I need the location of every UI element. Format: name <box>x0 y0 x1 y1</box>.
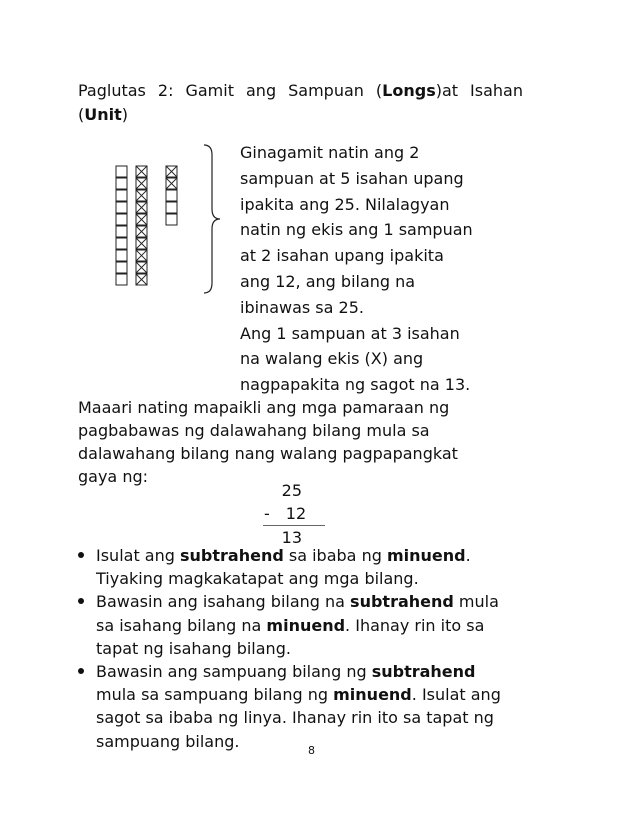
step-line <box>96 660 518 683</box>
ten-block-cell <box>116 166 127 177</box>
step-line <box>96 590 518 613</box>
ten-block-cell <box>116 226 127 237</box>
explanation-line: Ang 1 sampuan at 3 isahan <box>240 323 460 343</box>
ten-block-cell <box>116 178 127 189</box>
step-text: Bawasin ang sampuang bilang ng <box>96 662 372 682</box>
heading-longs: Longs <box>382 81 436 100</box>
minus-sign: - <box>264 504 270 523</box>
unit-block <box>166 178 177 189</box>
keyword-text: subtrahend <box>371 662 476 682</box>
bullet-dot-icon <box>78 668 84 674</box>
unit-block <box>166 166 177 177</box>
keyword-text: minuend <box>266 615 346 635</box>
ten-block-cell <box>136 238 147 249</box>
step-text: . Isulat ang <box>411 685 501 705</box>
keyword-text: subtrahend <box>350 592 454 612</box>
step-text: mula <box>453 592 499 612</box>
subtrahend-value: 12 <box>285 504 307 523</box>
ten-block-cell <box>136 274 147 285</box>
blocks-explanation <box>240 140 473 398</box>
paragraph-line: gaya ng: <box>78 467 149 486</box>
unit-block <box>166 202 177 213</box>
ten-block-cell <box>116 190 127 201</box>
heading-suffix: ) <box>121 105 129 124</box>
step-text: mula sa sampuang bilang ng <box>96 685 334 705</box>
ten-block-cell <box>116 202 127 213</box>
step-item <box>78 544 518 590</box>
ten-block-cell <box>116 214 127 225</box>
step-text: tapat ng isahang bilang. <box>96 638 291 658</box>
section-heading <box>78 79 523 127</box>
step-line <box>96 544 518 567</box>
heading-middle: )at Isahan ( <box>78 81 523 124</box>
heading-prefix: Paglutas 2: Gamit ang Sampuan ( <box>78 81 383 100</box>
paragraph-line: dalawahang bilang nang walang pagpapangkat <box>78 444 458 463</box>
step-item <box>78 590 518 660</box>
explanation-line: ang 12, ang bilang na <box>240 271 416 291</box>
step-item <box>78 660 518 753</box>
curly-brace-icon <box>198 143 224 295</box>
step-line <box>96 637 518 660</box>
explanation-line: ipakita ang 25. Nilalagyan <box>240 194 450 214</box>
ten-block-cell <box>136 178 147 189</box>
step-text: Isulat ang <box>96 546 180 565</box>
explanation-line: ibinawas sa 25. <box>240 297 364 317</box>
ten-block-cell <box>136 250 147 261</box>
ten-block-cell <box>116 238 127 249</box>
step-line <box>96 706 518 729</box>
step-text: sa isahang bilang na <box>96 615 267 635</box>
ten-block-cell <box>136 262 147 273</box>
heading-unit: Unit <box>84 105 122 124</box>
step-text: . Ihanay rin ito sa <box>345 615 485 635</box>
ten-block-cell <box>116 262 127 273</box>
difference-value: 13 <box>281 528 302 547</box>
ten-block-cell <box>136 214 147 225</box>
step-line <box>96 683 518 706</box>
ten-block-cell <box>136 190 147 201</box>
bullet-dot-icon <box>78 598 84 604</box>
step-line <box>96 614 518 637</box>
ten-block-cell <box>116 250 127 261</box>
ten-block-cell <box>136 226 147 237</box>
explanation-line: Ginagamit natin ang 2 <box>240 143 420 162</box>
unit-block <box>166 190 177 201</box>
unit-block <box>166 214 177 225</box>
base-ten-blocks <box>112 164 182 290</box>
step-text: . <box>465 546 471 565</box>
explanation-line: natin ng ekis ang 1 sampuan <box>240 220 473 240</box>
minuend-value: 25 <box>281 481 302 500</box>
subtraction-example <box>255 479 325 549</box>
bullet-dot-icon <box>78 552 84 558</box>
keyword-text: minuend <box>386 546 466 565</box>
page-number: 8 <box>308 744 315 757</box>
ten-block-cell <box>116 274 127 285</box>
keyword-text: subtrahend <box>180 546 284 565</box>
paragraph-line: Maaari nating mapaikli ang mga pamaraan ng <box>78 398 450 417</box>
step-text: Tiyaking magkakatapat ang mga bilang. <box>96 569 419 589</box>
step-text: sampuang bilang. <box>96 731 240 751</box>
step-text: sagot sa ibaba ng linya. Ihanay rin ito sa tapat ng <box>96 708 494 728</box>
explanation-line: sampuan at 5 isahan upang <box>240 168 464 188</box>
paragraph-line: pagbabawas ng dalawahang bilang mula sa <box>78 421 430 440</box>
step-line <box>96 567 518 590</box>
keyword-text: minuend <box>333 685 412 705</box>
steps-list <box>78 544 518 753</box>
step-text: Bawasin ang isahang bilang na <box>96 592 351 612</box>
explanation-line: nagpapakita ng sagot na 13. <box>240 375 471 395</box>
step-text: sa ibaba ng <box>283 546 387 565</box>
ten-block-cell <box>136 166 147 177</box>
ten-block-cell <box>136 202 147 213</box>
intro-paragraph <box>78 396 518 488</box>
explanation-line: na walang ekis (X) ang <box>240 349 424 369</box>
explanation-line: at 2 isahan upang ipakita <box>240 246 444 266</box>
step-line <box>96 730 518 753</box>
